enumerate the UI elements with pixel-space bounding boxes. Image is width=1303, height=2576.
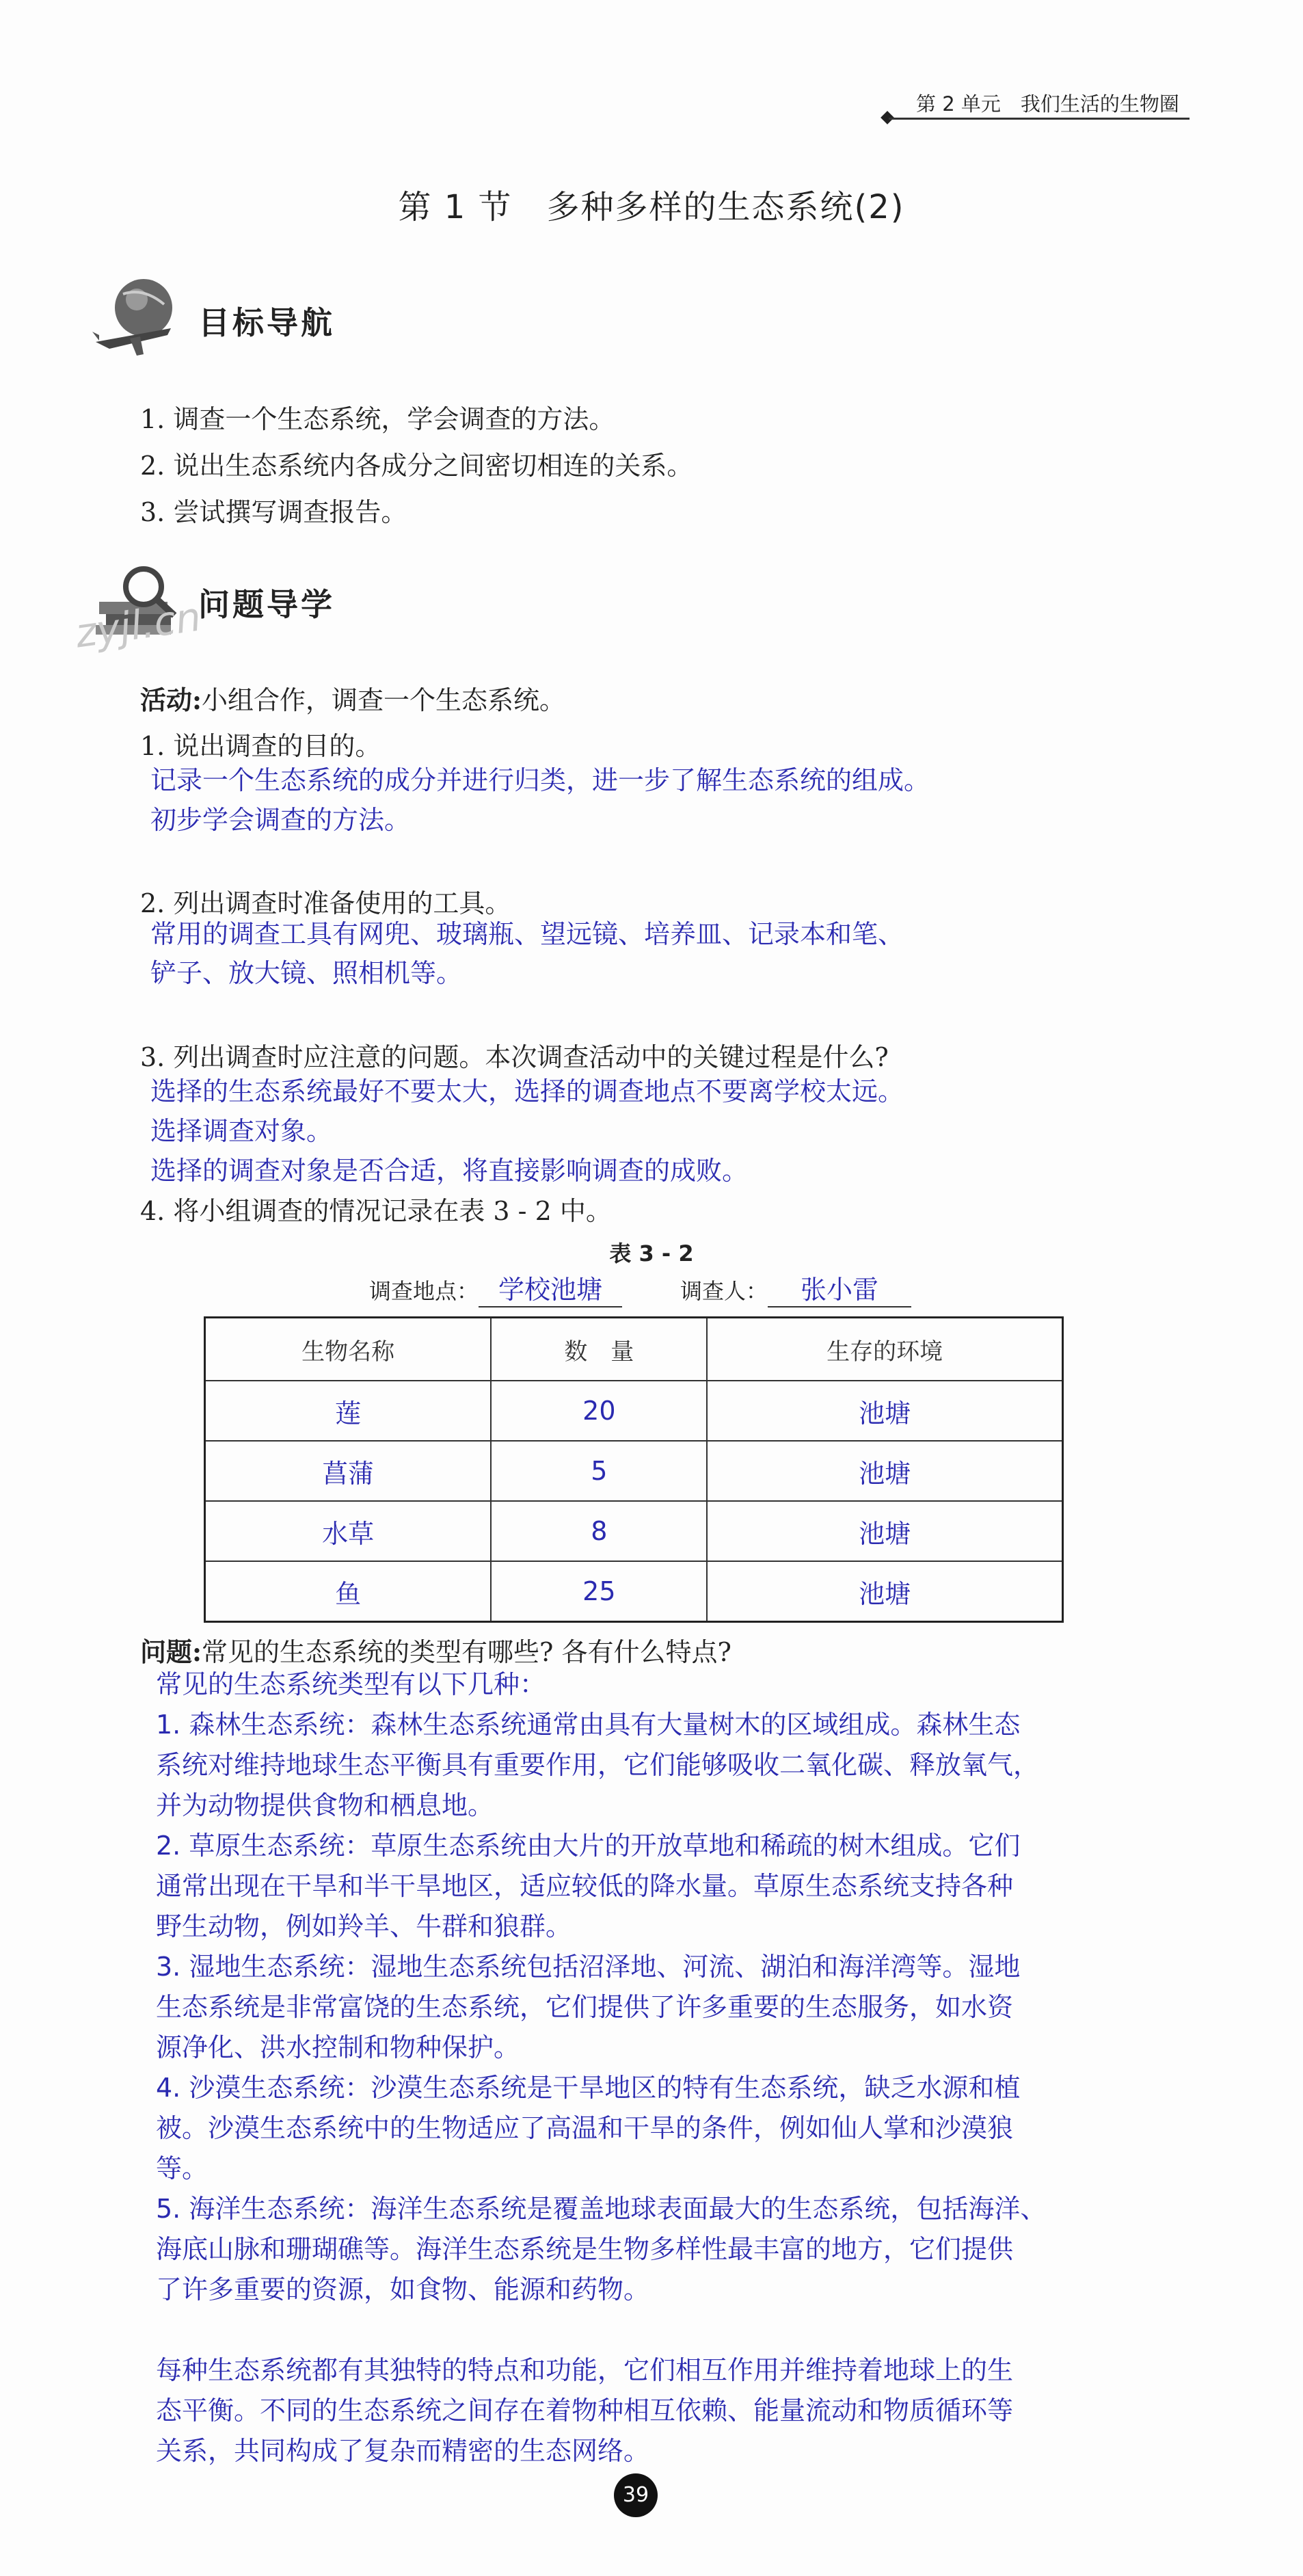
survey-location [369,1269,622,1307]
answer-line: 等。 [156,2153,209,2183]
question-2: 2. 列出调查时准备使用的工具。 [140,888,511,918]
table-cell: 5 [491,1441,707,1501]
answer-line: 2. 草原生态系统：草原生态系统由大片的开放草地和稀疏的树木组成。它们 [156,1831,1021,1861]
page-number: 39 [614,2473,658,2517]
header-rule [889,118,1190,120]
answer-1-line: 记录一个生态系统的成分并进行归类，进一步了解生态系统的组成。 [150,765,930,795]
page-title: 第 1 节 多种多样的生态系统(2) [398,188,905,226]
answer-line: 1. 森林生态系统：森林生态系统通常由具有大量树木的区域组成。森林生态 [156,1710,1021,1740]
table-cell: 8 [491,1501,707,1561]
table-header: 数 量 [491,1318,707,1381]
table-row [205,1441,1063,1501]
question-1: 1. 说出调查的目的。 [140,731,381,761]
answer-line: 5. 海洋生态系统：海洋生态系统是覆盖地球表面最大的生态系统，包括海洋、 [156,2194,1047,2224]
answer-line: 生态系统是非常富饶的生态系统，它们提供了许多重要的生态服务，如水资 [156,1992,1014,2022]
answer-line: 态平衡。不同的生态系统之间存在着物种相互依赖、能量流动和物质循环等 [156,2395,1014,2426]
question-answer [156,1663,1113,2470]
table-cell: 25 [491,1561,707,1622]
surveyor-value: 张小雷 [768,1269,911,1307]
survey-table [204,1316,1064,1623]
guide-heading: 问题导学 [198,586,335,623]
table-cell: 鱼 [205,1561,492,1622]
table-caption: 表 3 - 2 [609,1240,694,1266]
location-value: 学校池塘 [479,1269,622,1307]
globe-airplane-icon [89,274,185,362]
answer-2-line: 常用的调查工具有网兜、玻璃瓶、望远镜、培养皿、记录本和笔、 [150,919,904,949]
answer-line: 了许多重要的资源，如食物、能源和药物。 [156,2274,650,2305]
surveyor-label: 调查人： [680,1278,768,1304]
table-header: 生存的环境 [707,1318,1062,1381]
answer-line: 海底山脉和珊瑚礁等。海洋生态系统是生物多样性最丰富的地方，它们提供 [156,2234,1014,2264]
answer-3-line: 选择调查对象。 [150,1116,333,1146]
surveyor [680,1269,911,1307]
answer-line: 3. 湿地生态系统：湿地生态系统包括沼泽地、河流、湖泊和海洋湾等。湿地 [156,1952,1021,1982]
activity-line [140,679,565,717]
table-row [205,1561,1063,1622]
answer-line: 关系，共同构成了复杂而精密的生态网络。 [156,2436,650,2466]
goal-item: 3. 尝试撰写调查报告。 [140,497,407,527]
goal-item: 2. 说出生态系统内各成分之间密切相连的关系。 [140,451,693,481]
answer-line: 系统对维持地球生态平衡具有重要作用，它们能够吸收二氧化碳、释放氧气， [156,1750,1040,1780]
answer-1-line: 初步学会调查的方法。 [150,805,411,835]
table-cell: 20 [491,1381,707,1441]
table-cell: 池塘 [707,1381,1062,1441]
header-unit-title: 第 2 单元 我们生活的生物圈 [916,92,1179,116]
goals-heading: 目标导航 [198,304,335,341]
table-header: 生物名称 [205,1318,492,1381]
table-cell: 池塘 [707,1441,1062,1501]
table-cell: 池塘 [707,1561,1062,1622]
answer-line: 常见的生态系统类型有以下几种： [156,1669,546,1699]
table-cell: 菖蒲 [205,1441,492,1501]
answer-line: 4. 沙漠生态系统：沙漠生态系统是干旱地区的特有生态系统，缺乏水源和植 [156,2073,1021,2103]
table-header-row [205,1318,1063,1381]
question-text: 常见的生态系统的类型有哪些? 各有什么特点? [202,1637,731,1667]
answer-line: 并为动物提供食物和栖息地。 [156,1790,494,1820]
question-3: 3. 列出调查时应注意的问题。本次调查活动中的关键过程是什么? [140,1042,889,1072]
answer-3-line: 选择的生态系统最好不要太大，选择的调查地点不要离学校太远。 [150,1076,904,1106]
table-row [205,1381,1063,1441]
table-cell: 池塘 [707,1501,1062,1561]
question-label: 问题: [140,1636,202,1667]
watermark: zyjl.cn [72,593,204,657]
goal-item: 1. 调查一个生态系统，学会调查的方法。 [140,404,615,434]
answer-line: 被。沙漠生态系统中的生物适应了高温和干旱的条件，例如仙人掌和沙漠狼 [156,2113,1014,2143]
table-row [205,1501,1063,1561]
answer-line: 野生动物，例如羚羊、牛群和狼群。 [156,1911,572,1941]
answer-line: 每种生态系统都有其独特的特点和功能，它们相互作用并维持着地球上的生 [156,2355,1014,2385]
answer-line: 源净化、洪水控制和物种保护。 [156,2032,520,2062]
answer-line: 通常出现在干旱和半干旱地区，适应较低的降水量。草原生态系统支持各种 [156,1871,1014,1901]
answer-3-line: 选择的调查对象是否合适，将直接影响调查的成败。 [150,1156,749,1186]
activity-label: 活动: [140,685,202,715]
table-cell: 水草 [205,1501,492,1561]
answer-line [156,2309,1113,2349]
location-label: 调查地点： [369,1278,479,1304]
table-cell: 莲 [205,1381,492,1441]
question-4: 4. 将小组调查的情况记录在表 3 - 2 中。 [140,1196,612,1226]
answer-2-line: 铲子、放大镜、照相机等。 [150,958,463,988]
activity-text: 小组合作，调查一个生态系统。 [202,685,566,715]
